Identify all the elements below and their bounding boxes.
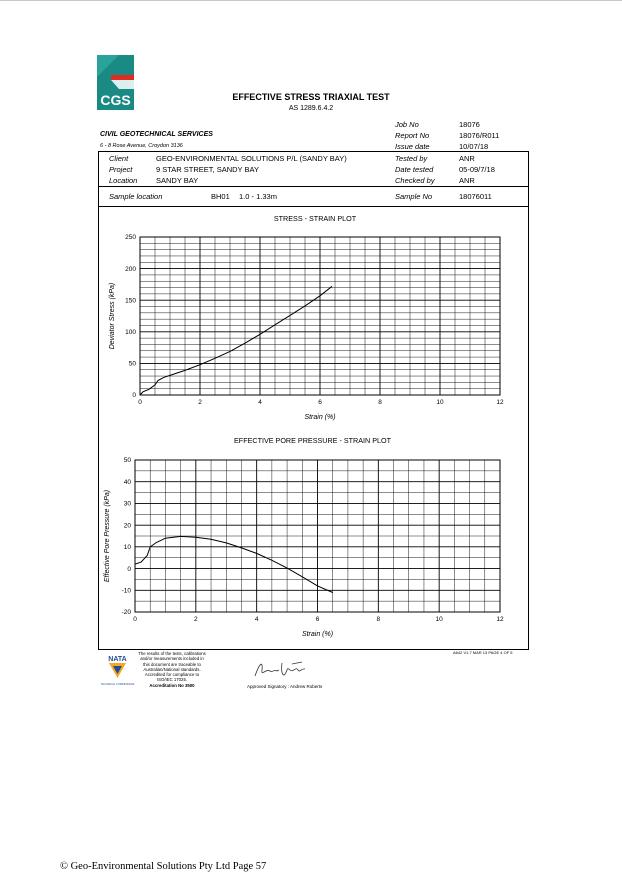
project-value: 9 STAR STREET, SANDY BAY (156, 165, 259, 174)
accreditation-line: Australian/National standards. (143, 666, 201, 672)
document-title: EFFECTIVE STRESS TRIAXIAL TEST (232, 92, 390, 102)
chart2-y-tick-label: 50 (123, 457, 131, 465)
sample-no-label: Sample No (395, 192, 433, 201)
chart2-y-tick-label: -20 (121, 609, 131, 617)
chart2-y-tick-label: 10 (123, 544, 131, 552)
copyright-footer: © Geo-Environmental Solutions Pty Ltd Page 57 (60, 861, 267, 872)
chart1-x-tick-label: 0 (138, 399, 142, 406)
accreditation-line: ISO/IEC 17025. (156, 677, 188, 683)
sample-depth: 1.0 - 1.33m (239, 192, 277, 201)
sample-location-value: BH01 (211, 192, 230, 201)
chart1-y-tick-label: 150 (125, 297, 136, 305)
chart1-y-axis-label: Deviator Stress (kPa) (109, 282, 116, 350)
sample-location-label: Sample location (109, 192, 163, 201)
chart1-title: STRESS - STRAIN PLOT (273, 214, 357, 223)
accreditation-line: Accredited for compliance to (144, 672, 200, 678)
chart1-y-tick-label: 250 (125, 234, 136, 242)
chart1-x-tick-label: 12 (496, 399, 504, 406)
chart1-y-tick-label: 100 (125, 329, 136, 336)
chart2-x-tick-label: 10 (435, 616, 443, 623)
chart2-y-axis-label: Effective Pore Pressure (kPa) (104, 489, 111, 583)
client-label: Client (109, 154, 129, 163)
job-no-value: 18076 (459, 120, 480, 129)
chart2-x-tick-label: 6 (315, 616, 320, 623)
chart2-y-tick-label: 30 (123, 500, 131, 508)
report-no-value: 18076/R011 (459, 131, 500, 140)
tested-by-value: ANR (459, 154, 475, 163)
date-tested-value: 05-09/7/18 (459, 165, 495, 174)
accreditation-line: this document are traceable to (143, 661, 201, 667)
signatory-label: Approved Signatory : Andrew Roberts (247, 684, 323, 689)
chart1-y-tick-label: 50 (128, 360, 136, 368)
chart1-y-tick-label: 0 (132, 392, 136, 400)
chart1-x-tick-label: 6 (318, 399, 322, 406)
chart2-x-tick-label: 4 (254, 616, 259, 623)
chart2-x-tick-label: 2 (194, 616, 198, 623)
chart1-series-line (140, 286, 332, 395)
sample-no-value: 18076011 (459, 192, 492, 201)
accreditation-line: and/or measurements included in (140, 656, 204, 662)
issue-date-label: Issue date (395, 142, 430, 151)
chart1-y-tick-label: 200 (125, 265, 136, 273)
chart2-x-axis-label: Strain (%) (301, 631, 334, 638)
svg-text:CGS: CGS (100, 92, 131, 108)
date-tested-label: Date tested (395, 165, 434, 174)
location-label: Location (109, 176, 138, 185)
svg-text:TECHNICAL COMPETENCE: TECHNICAL COMPETENCE (100, 683, 135, 686)
accreditation-line: The results of the tests, calibrations (138, 651, 206, 656)
project-label: Project (109, 165, 133, 174)
checked-by-label: Checked by (395, 176, 435, 185)
chart2-x-tick-label: 0 (133, 616, 137, 623)
chart2-x-tick-label: 12 (496, 616, 504, 623)
chart2-y-tick-label: 40 (123, 478, 131, 486)
job-no-label: Job No (395, 120, 419, 129)
chart2-y-tick-label: 20 (123, 522, 131, 530)
location-value: SANDY BAY (156, 176, 199, 185)
accreditation-number: Accreditation No 3500 (149, 682, 195, 688)
chart1-x-axis-label: Strain (%) (304, 414, 336, 421)
chart1-x-tick-label: 4 (258, 399, 262, 406)
chart1-x-tick-label: 10 (436, 399, 444, 406)
client-value: GEO-ENVIRONMENTAL SOLUTIONS P/L (SANDY BAY) (156, 154, 347, 163)
chart2-y-tick-label: 0 (127, 565, 131, 573)
company-address: 6 - 8 Rose Avenue, Croydon 3136 (100, 143, 183, 149)
accreditation-text (136, 651, 208, 688)
chart2-title: EFFECTIVE PORE PRESSURE - STRAIN PLOT (234, 436, 391, 445)
chart1-x-tick-label: 2 (198, 399, 202, 406)
chart2-y-tick-label: -10 (121, 587, 131, 595)
chart1-x-tick-label: 8 (378, 399, 382, 406)
signature (252, 658, 312, 680)
company-name: CIVIL GEOTECHNICAL SERVICES (100, 131, 213, 138)
svg-text:NATA: NATA (108, 656, 127, 663)
nata-logo (100, 651, 135, 691)
issue-date-value: 10/07/18 (459, 142, 489, 151)
report-no-label: Report No (395, 131, 430, 140)
checked-by-value: ANR (459, 176, 475, 185)
chart2-x-tick-label: 8 (376, 616, 381, 623)
standard-ref: AS 1289.6.4.2 (288, 105, 334, 112)
chart2-series-line (135, 536, 333, 592)
tested-by-label: Tested by (395, 154, 428, 163)
form-reference: A642 V1.7 MAR 13 PAGE 4 OF 5 (453, 650, 513, 655)
